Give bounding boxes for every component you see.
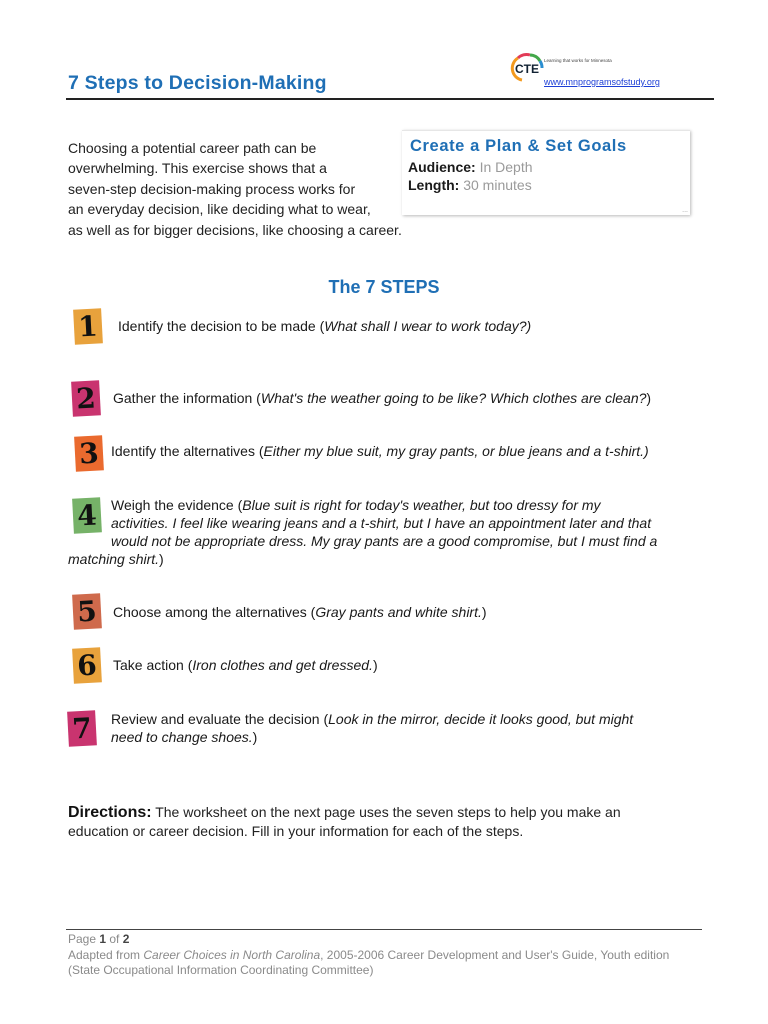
- logo-tagline: Learning that works for Minnesota: [544, 58, 612, 63]
- attribution-rest: , 2005-2006 Career Development and User's Guide, Youth edition: [320, 947, 670, 962]
- step-example: activities. I feel like wearing jeans and a t-shirt, but I have an appointment later and that: [111, 515, 652, 531]
- step-example: need to change shoes.: [111, 729, 253, 745]
- step-number-badge: 4: [72, 497, 102, 533]
- step-lead: Choose among the alternatives (: [113, 604, 316, 620]
- step-example: What's the weather going to be like? Which clothes are clean?: [260, 390, 647, 406]
- plan-info-box: [402, 130, 690, 215]
- step-text: [68, 496, 718, 568]
- logo-text: CTE: [515, 62, 539, 76]
- step-example: Look in the mirror, decide it looks good, but might: [328, 711, 634, 727]
- step-line: [113, 389, 651, 407]
- length-value: 30 minutes: [463, 177, 532, 193]
- step-lead: Identify the decision to be made (: [118, 318, 325, 334]
- plan-title: Create a Plan & Set Goals: [410, 137, 627, 155]
- page-indicator: [68, 932, 718, 948]
- directions-paragraph: [68, 803, 718, 841]
- intro-line: as well as for bigger decisions, like choosing a career.: [68, 221, 402, 238]
- intro-line: Choosing a potential career path can be: [68, 140, 317, 156]
- intro-line: overwhelming. This exercise shows that a: [68, 160, 327, 177]
- step-line: [111, 728, 633, 746]
- steps-heading: The 7 STEPS: [328, 277, 440, 297]
- intro-paragraph: [68, 138, 402, 240]
- length-label: Length:: [408, 177, 460, 193]
- step-number-badge: 3: [74, 435, 104, 471]
- step-example: Either my blue suit, my gray pants, or blue jeans and a t-shirt.): [263, 443, 649, 459]
- footer-divider: [66, 929, 702, 930]
- audience-value: In Depth: [479, 159, 533, 175]
- step-close: ): [372, 657, 378, 673]
- step-line: [118, 317, 531, 335]
- step-line: [113, 656, 378, 674]
- header-divider: [66, 98, 714, 100]
- step-example: What shall I wear to work today?): [324, 318, 532, 334]
- step-line: [68, 550, 718, 568]
- step-line: [113, 603, 487, 621]
- directions-text: The worksheet on the next page uses the seven steps to help you make an: [155, 804, 621, 820]
- step-example: matching shirt.: [68, 551, 160, 567]
- step-close: ): [159, 551, 164, 567]
- attribution-title: Career Choices in North Carolina: [143, 947, 321, 962]
- step-number-badge: 6: [72, 647, 102, 683]
- attribution-prefix: Adapted from: [68, 947, 144, 962]
- step-line: [68, 532, 718, 550]
- step-lead: Gather the information (: [113, 390, 261, 406]
- page-title: 7 Steps to Decision-Making: [68, 72, 327, 94]
- attribution-line: [68, 948, 718, 964]
- step-line: [111, 710, 633, 728]
- step-example: Iron clothes and get dressed.: [192, 657, 373, 673]
- step-text: [111, 442, 649, 460]
- step-lead: Identify the alternatives (: [111, 443, 264, 459]
- step-lead: Weigh the evidence (: [111, 497, 243, 513]
- directions-line: education or career decision. Fill in your information for each of the steps.: [68, 823, 524, 839]
- page-mid: of: [106, 932, 123, 946]
- footer: [68, 932, 718, 979]
- page-prefix: Page: [68, 932, 100, 946]
- directions-line: [68, 803, 718, 822]
- intro-line: an everyday decision, like deciding what to wear,: [68, 201, 371, 218]
- step-text: [111, 710, 633, 746]
- intro-line: seven-step decision-making process works for: [68, 180, 356, 197]
- step-text: [113, 603, 487, 621]
- step-close: ): [646, 390, 652, 406]
- step-number-badge: 7: [67, 710, 97, 746]
- step-line: [111, 442, 649, 460]
- directions-label: Directions:: [68, 804, 152, 821]
- length-row: [408, 177, 532, 193]
- step-line: [68, 514, 718, 532]
- step-close: ): [252, 729, 258, 745]
- step-example: Gray pants and white shirt.: [315, 604, 482, 620]
- box-corner-dots: ...: [682, 207, 688, 214]
- step-example: Blue suit is right for today's weather, but too dressy for my: [242, 497, 601, 513]
- attribution-org: (State Occupational Information Coordinating Committee): [68, 963, 374, 977]
- page-total: 2: [122, 932, 130, 946]
- step-number-badge: 5: [72, 593, 102, 629]
- audience-label: Audience:: [408, 159, 476, 175]
- site-link[interactable]: www.mnprogramsofstudy.org: [544, 77, 660, 87]
- step-number-badge: 1: [73, 308, 103, 344]
- page-current: 1: [99, 932, 107, 946]
- step-example: would not be appropriate dress. My gray pants are a good compromise, but I must find a: [111, 533, 658, 549]
- step-close: ): [481, 604, 487, 620]
- step-text: [113, 656, 378, 674]
- step-text: [113, 389, 651, 407]
- step-line: [68, 496, 718, 514]
- step-number-badge: 2: [71, 380, 101, 416]
- step-lead: Take action (: [113, 657, 193, 673]
- step-lead: Review and evaluate the decision (: [111, 711, 329, 727]
- step-text: [118, 317, 531, 335]
- audience-row: [408, 159, 533, 175]
